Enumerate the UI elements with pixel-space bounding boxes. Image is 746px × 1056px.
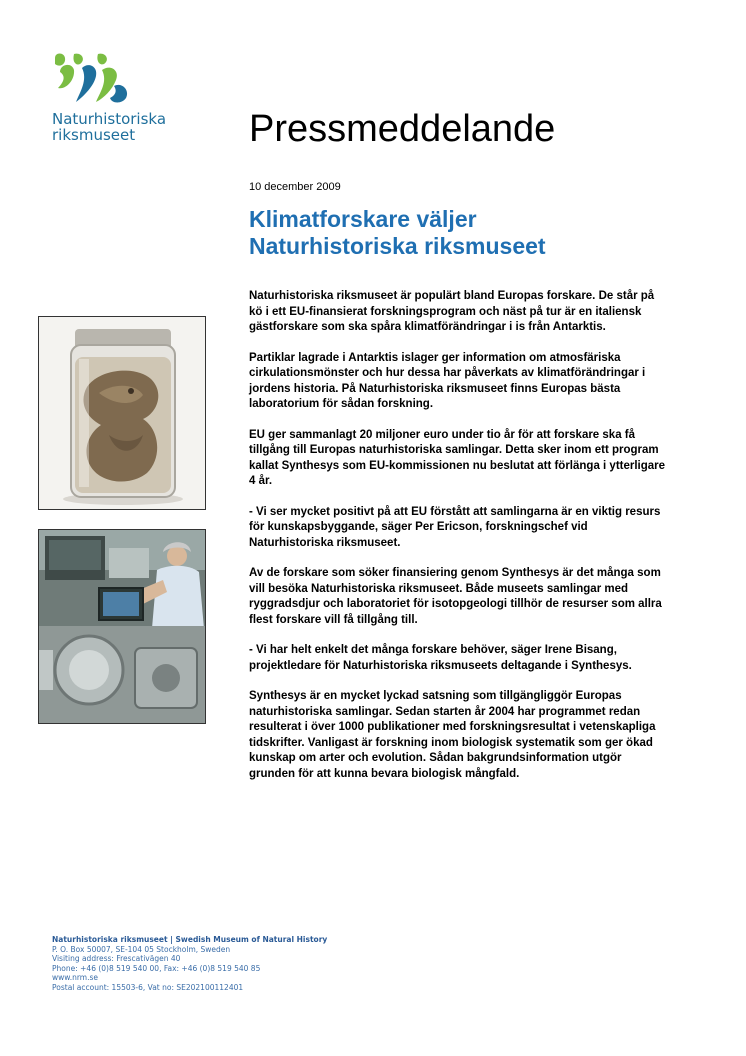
museum-logo-text [52,111,166,143]
footer-postal: Postal account: 15503-6, Vat no: SE202100112401 [52,982,244,992]
footer-phone: Phone: +46 (0)8 519 540 00, Fax: +46 (0)8 519 540 85 [52,963,261,973]
paragraph: EU ger sammanlagt 20 miljoner euro under tio år för att forskare ska få tillgång till Europas naturhistoriska samlingar. Detta sker inom ett program kallat Synthesys som EU-kommissionen nu beslutat att förlänga i ytterligare 4 år. [249,428,666,487]
footer-visiting: Visiting address: Frescativägen 40 [52,954,181,964]
lab-researcher-photo [38,529,206,724]
footer-org: Naturhistoriska riksmuseet | Swedish Museum of Natural History [52,935,328,944]
logo-name-line2: riksmuseet [52,126,136,144]
paragraph: - Vi ser mycket positivt på att EU förstått att samlingarna är en viktig resurs för kunskapsbyggande, säger Per Ericson, forskningschef vid Naturhistoriska riksmuseet. [249,505,661,549]
paragraph: Naturhistoriska riksmuseet är populärt bland Europas forskare. De står på kö i ett EU-finansierat forskningsprogram och näst på tur är en italiensk gästforskare som ska spåra klimatförändringar i is från Antarktis. [249,290,655,333]
paragraph: Av de forskare som söker finansiering genom Synthesys är det många som vill besöka Naturhistoriska riksmuseet. Både museets samlingar med ryggradsdjur och laboratoriet för isotopgeologi tillhör de resurser som allra flest forskare vill få tillgång till. [249,567,662,626]
logo-name-line1: Naturhistoriska [52,110,167,128]
footer-web-link[interactable]: www.nrm.se [52,973,99,983]
article-title [249,206,546,260]
contact-footer [52,935,327,993]
article-body [249,289,669,797]
footer-address: P. O. Box 50007, SE-104 05 Stockholm, Sweden [52,944,231,954]
museum-logo [52,50,132,106]
article-title-line2: Naturhistoriska riksmuseet [249,233,546,259]
press-date: 10 december 2009 [249,181,341,193]
paragraph: Synthesys är en mycket lyckad satsning som tillgängliggör Europas naturhistoriska samlingar. Sedan starten år 2004 har programmet redan resulterat i över 1000 publikationer med forskningsresultat i vetenskapliga tidskrifter. Vanligast är forskning inom biologisk systematik som ger ökad kunskap om arter och evolution. Sådan bakgrundsinformation utgör grunden för att kunna bevara biologisk mångfald. [249,690,656,780]
paragraph: Partiklar lagrade i Antarktis islager ger information om atmosfäriska cirkulationsmönster och hur dessa har påverkats av klimatförändringar i jordens historia. På Naturhistoriska riksmuseet finns Europas bästa laboratorium för sådan forskning. [249,351,646,410]
paragraph: - Vi har helt enkelt det många forskare behöver, säger Irene Bisang, projektledare för Naturhistoriska riksmuseets deltagande i Synthesys. [249,644,632,672]
article-title-line1: Klimatforskare väljer [249,206,477,232]
specimen-jar-photo [38,316,206,510]
page-heading: Pressmeddelande [249,108,556,150]
